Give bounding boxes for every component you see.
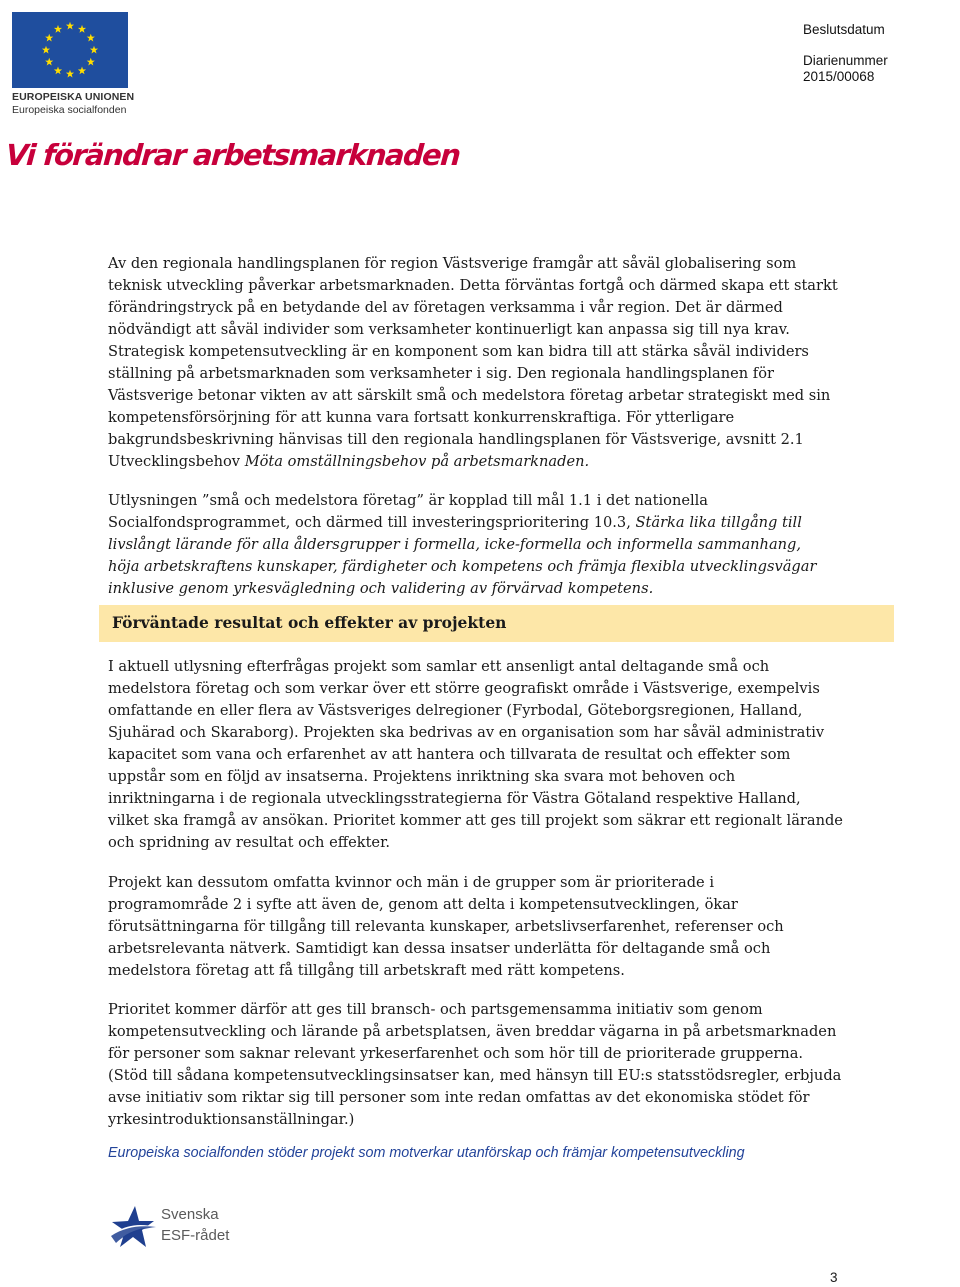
text-line: ställning på arbetsmarknaden som verksamheter i sig. Den regionala handlingsplanen för — [108, 365, 774, 382]
eu-star-icon — [78, 25, 86, 33]
text-line: programområde 2 i syfte att även de, genom att delta i kompetensutvecklingen, ökar — [108, 896, 738, 913]
text-span: Utvecklingsbehov — [108, 453, 245, 470]
text-line: förutsättningarna för tillgång till relevanta kunskaper, arbetslivserfarenhet, referenser och — [108, 918, 784, 935]
diarienummer-value: 2015/00068 — [803, 69, 875, 84]
paragraph-goal — [108, 490, 848, 600]
eu-fund-label: Europeiska socialfonden — [12, 104, 127, 116]
text-span: Socialfondsprogrammet, och därmed till investeringsprioritering 10.3, — [108, 514, 636, 531]
eu-star-icon — [78, 66, 86, 74]
italic-span: Möta omställningsbehov på arbetsmarknaden. — [244, 453, 590, 470]
text-line: Västsverige betonar vikten av att särskilt små och medelstora företag arbetar strategiskt med sin — [108, 387, 831, 404]
text-line: inklusive genom yrkesvägledning och validering av förvärvad kompetens. — [108, 580, 654, 597]
esf-name-line1: Svenska — [161, 1206, 219, 1223]
eu-star-icon — [54, 66, 62, 74]
text-line: Av den regionala handlingsplanen för region Västsverige framgår att såväl globalisering som — [108, 255, 797, 272]
diarienummer-label: Diarienummer — [803, 53, 888, 68]
text-line: uppstår som en följd av insatserna. Projektens inriktning ska svara mot behoven och — [108, 768, 736, 785]
eu-stars-icon — [12, 12, 128, 88]
eu-star-icon — [87, 34, 95, 42]
eu-star-icon — [42, 46, 50, 54]
eu-star-icon — [66, 70, 74, 78]
text-line: vilket ska framgå av ansökan. Prioritet kommer att ges till projekt som säkrar ett regionalt lärande — [108, 812, 843, 829]
esf-tagline: Europeiska socialfonden stöder projekt som motverkar utanförskap och främjar kompetensutveckling — [108, 1145, 745, 1161]
beslutsdatum-label: Beslutsdatum — [803, 22, 885, 37]
text-line: yrkesintroduktionsanställningar.) — [108, 1111, 355, 1128]
eu-union-label: EUROPEISKA UNIONEN — [12, 91, 135, 103]
esf-star-logo-icon — [108, 1203, 158, 1253]
text-line: bakgrundsbeskrivning hänvisas till den regionala handlingsplanen för Västsverige, avsnitt 2.1 — [108, 431, 804, 448]
text-line: Projekt kan dessutom omfatta kvinnor och män i de grupper som är prioriterade i — [108, 874, 715, 891]
text-line: (Stöd till sådana kompetensutvecklingsinsatser kan, med hänsyn till EU:s statsstödsregler, erbjuda — [108, 1067, 842, 1084]
slogan: Vi förändrar arbetsmarknaden — [4, 138, 461, 172]
text-line: omfattande en eller flera av Västsveriges delregioner (Fyrbodal, Göteborgsregionen, Halland, — [108, 702, 803, 719]
eu-star-icon — [54, 25, 62, 33]
eu-flag-logo — [12, 12, 128, 88]
eu-star-icon — [90, 46, 98, 54]
paragraph-background — [108, 253, 848, 473]
text-line: avse initiativ som riktar sig till personer som inte redan omfattas av det ekonomiska stödet för — [108, 1089, 810, 1106]
italic-span: Stärka lika tillgång till — [635, 514, 802, 531]
text-line: I aktuell utlysning efterfrågas projekt som samlar ett ansenligt antal deltagande små och — [108, 658, 770, 675]
eu-star-icon — [87, 58, 95, 66]
text-line: höja arbetskraftens kunskaper, färdigheter och kompetens och främja flexibla utvecklingsvägar — [108, 558, 817, 575]
text-line: kompetensförsörjning för att kunna vara fortsatt konkurrenskraftiga. För ytterligare — [108, 409, 735, 426]
text-line: kapacitet som vana och erfarenhet av att hantera och tillvarata de resultat och effekter som — [108, 746, 791, 763]
text-line: medelstora företag att få tillgång till arbetskraft med rätt kompetens. — [108, 962, 625, 979]
text-line — [108, 451, 848, 473]
paragraph-priority — [108, 999, 848, 1131]
text-line: förändringstryck på en betydande del av företagen verksamma i vår region. Det är därmed — [108, 299, 783, 316]
text-line — [108, 512, 848, 534]
page-number: 3 — [830, 1270, 838, 1285]
text-line: Prioritet kommer därför att ges till bransch- och partsgemensamma initiativ som genom — [108, 1001, 763, 1018]
eu-star-icon — [45, 34, 53, 42]
eu-star-icon — [66, 22, 74, 30]
text-line: teknisk utveckling påverkar arbetsmarknaden. Detta förväntas fortgå och därmed skapa ett starkt — [108, 277, 838, 294]
text-line: Sjuhärad och Skaraborg). Projekten ska bedrivas av en organisation som har såväl administrativ — [108, 724, 825, 741]
text-line: och spridning av resultat och effekter. — [108, 834, 391, 851]
eu-star-icon — [45, 58, 53, 66]
text-line: Strategisk kompetensutveckling är en komponent som kan bidra till att stärka såväl individers — [108, 343, 809, 360]
section-heading: Förväntade resultat och effekter av projekten — [112, 613, 507, 632]
text-line: kompetensutveckling och lärande på arbetsplatsen, även breddar vägarna in på arbetsmarknaden — [108, 1023, 837, 1040]
text-line: arbetsrelevanta nätverk. Samtidigt kan dessa insatser underlätta för deltagande små och — [108, 940, 771, 957]
paragraph-expected-results — [108, 656, 848, 854]
esf-name-line2: ESF-rådet — [161, 1227, 230, 1244]
text-line: inriktningarna i de regionala utvecklingsstrategierna för Västra Götaland respektive Halland, — [108, 790, 801, 807]
text-line: nödvändigt att såväl individer som verksamheter kontinuerligt kan anpassa sig till nya krav. — [108, 321, 790, 338]
paragraph-target-groups — [108, 872, 848, 982]
text-line: medelstora företag och som verkar över ett större geografiskt område i Västsverige, exempelvis — [108, 680, 820, 697]
text-line: för personer som saknar relevant yrkeserfarenhet och som hör till de prioriterade grupperna. — [108, 1045, 804, 1062]
text-line: livslångt lärande för alla åldersgrupper i formella, icke-formella och informella sammanhang, — [108, 536, 802, 553]
text-line: Utlysningen ”små och medelstora företag” är kopplad till mål 1.1 i det nationella — [108, 492, 709, 509]
